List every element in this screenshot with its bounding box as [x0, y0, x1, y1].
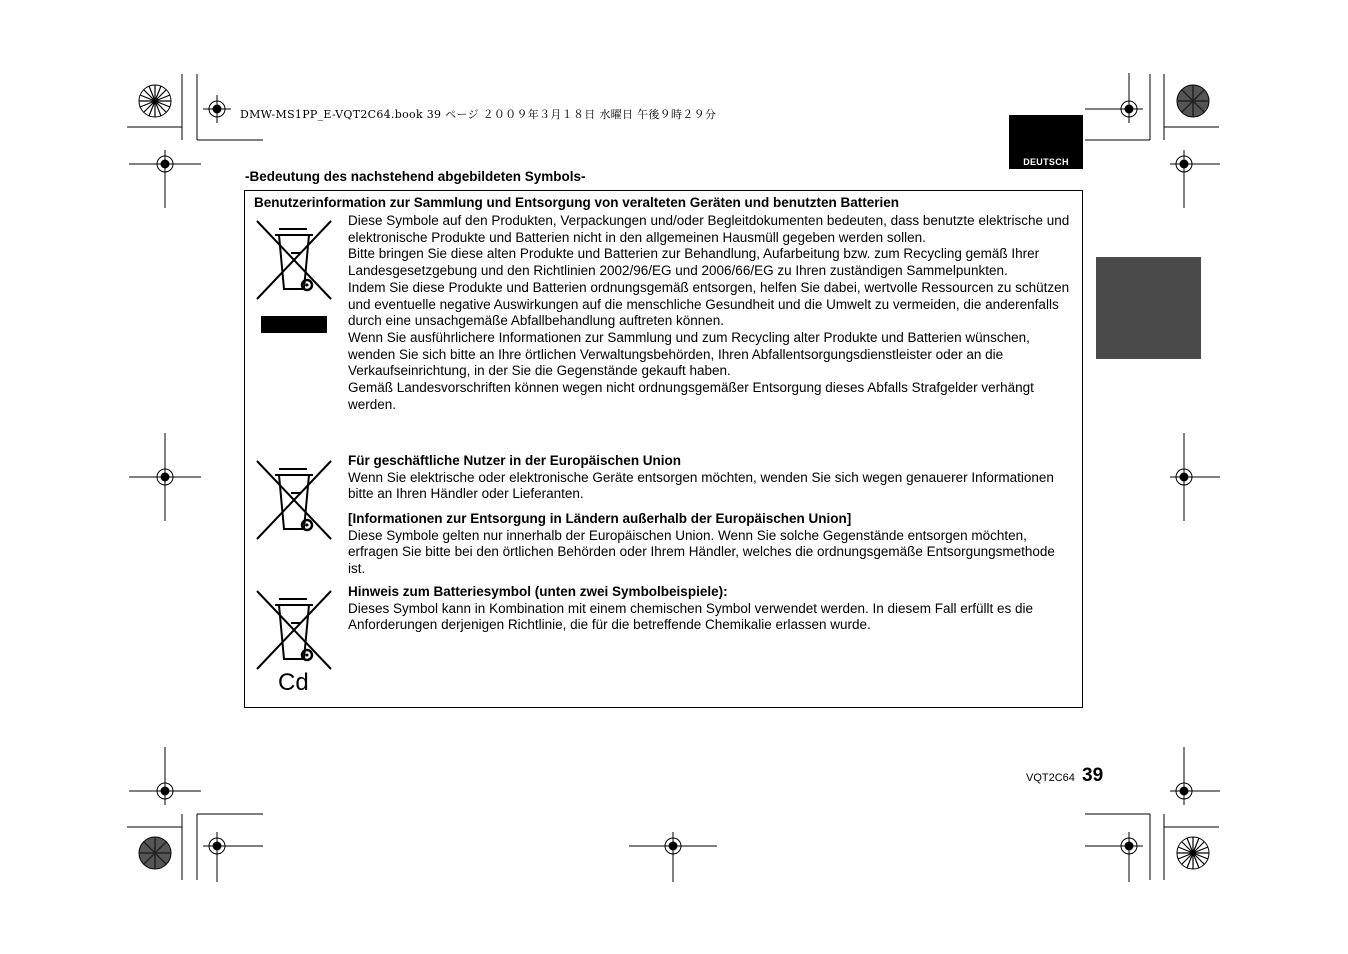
general-info-text: [348, 213, 1073, 413]
paragraph: Wenn Sie ausführlichere Informationen zur Sammlung und zum Recycling alter Produkte und Batterien wünschen, wenden Sie sich bitte an Ihre örtlichen Verwaltungsbehörden, Ihren Abfallentsorgungsdienstleister oder an die Verkaufseinrichtung, in der Sie die Gegenstände gekauft haben.: [348, 329, 1030, 379]
outside-eu-text: Diese Symbole gelten nur innerhalb der Europäischen Union. Wenn Sie solche Gegenstände entsorgen möchten, erfragen Sie bitte bei den örtlichen Behörden oder Ihrem Händler, welches die ordnungsgemäße Entsorgungsmethode ist.: [348, 527, 1055, 577]
language-tab: [1009, 115, 1083, 169]
solid-bar-symbol: [261, 316, 327, 333]
language-tab-label: DEUTSCH: [1023, 157, 1069, 167]
box-heading: Benutzerinformation zur Sammlung und Entsorgung von veralteten Geräten und benutzten Batterien: [254, 195, 900, 210]
disposal-info-box: [244, 190, 1083, 708]
side-index-tab: [1096, 257, 1201, 359]
crossed-out-wheelie-bin-icon: [253, 455, 333, 543]
crossed-out-wheelie-bin-icon: [253, 585, 333, 673]
battery-symbol-text: Dieses Symbol kann in Kombination mit einem chemischen Symbol verwendet werden. In diesem Fall erfüllt es die Anforderungen derjenigen Richtlinie, die für die betreffende Chemikalie erlassen wurde.: [348, 600, 1034, 633]
paragraph: Bitte bringen Sie diese alten Produkte und Batterien zur Behandlung, Aufarbeitung bzw. zum Recycling gemäß Ihrer Landesgesetzgebung und den Richtlinien 2002/96/EG und 2006/66/EG zu Ihren zuständigen Sammelpunkten.: [348, 246, 1040, 279]
battery-symbol-heading: Hinweis zum Batteriesymbol (unten zwei Symbolbeispiele):: [348, 584, 728, 599]
page-number: 39: [1082, 765, 1104, 786]
battery-symbol-section: [348, 584, 1073, 634]
crossed-out-wheelie-bin-icon: [253, 215, 333, 303]
business-users-text: Wenn Sie elektrische oder elektronische Geräte entsorgen möchten, wenden Sie sich wegen genauerer Informationen bitte an Ihren Händler oder Lieferanten.: [348, 469, 1054, 502]
paragraph: Indem Sie diese Produkte und Batterien ordnungsgemäß entsorgen, helfen Sie dabei, wertvolle Ressourcen zu schützen und eventuelle negative Auswirkungen auf die menschliche Gesundheit und die Umwelt zu vermeiden, die anderenfalls durch eine unsachgemäße Abfallbehandlung auftreten können.: [348, 279, 1070, 329]
outside-eu-section: [348, 511, 1073, 578]
paragraph: Gemäß Landesvorschriften können wegen nicht ordnungsgemäßer Entsorgung dieses Abfalls Strafgelder verhängt werden.: [348, 380, 1034, 412]
book-file-header: DMW-MS1PP_E-VQT2C64.book 39 ページ ２００９年３月１８日 水曜日 午後９時２９分: [240, 108, 717, 121]
business-users-section: [348, 453, 1073, 503]
document-code: VQT2C64: [1026, 772, 1075, 784]
section-title: -Bedeutung des nachstehend abgebildeten Symbols-: [245, 169, 586, 184]
paragraph: Diese Symbole auf den Produkten, Verpackungen und/oder Begleitdokumenten bedeuten, dass benutzte elektrische und elektronische Produkte und Batterien nicht in den allgemeinen Hausmüll gegeben werden sollen.: [348, 213, 1070, 245]
business-users-heading: Für geschäftliche Nutzer in der Europäischen Union: [348, 453, 682, 468]
outside-eu-heading: [Informationen zur Entsorgung in Ländern außerhalb der Europäischen Union]: [348, 511, 852, 526]
chemical-symbol: Cd: [278, 669, 309, 696]
